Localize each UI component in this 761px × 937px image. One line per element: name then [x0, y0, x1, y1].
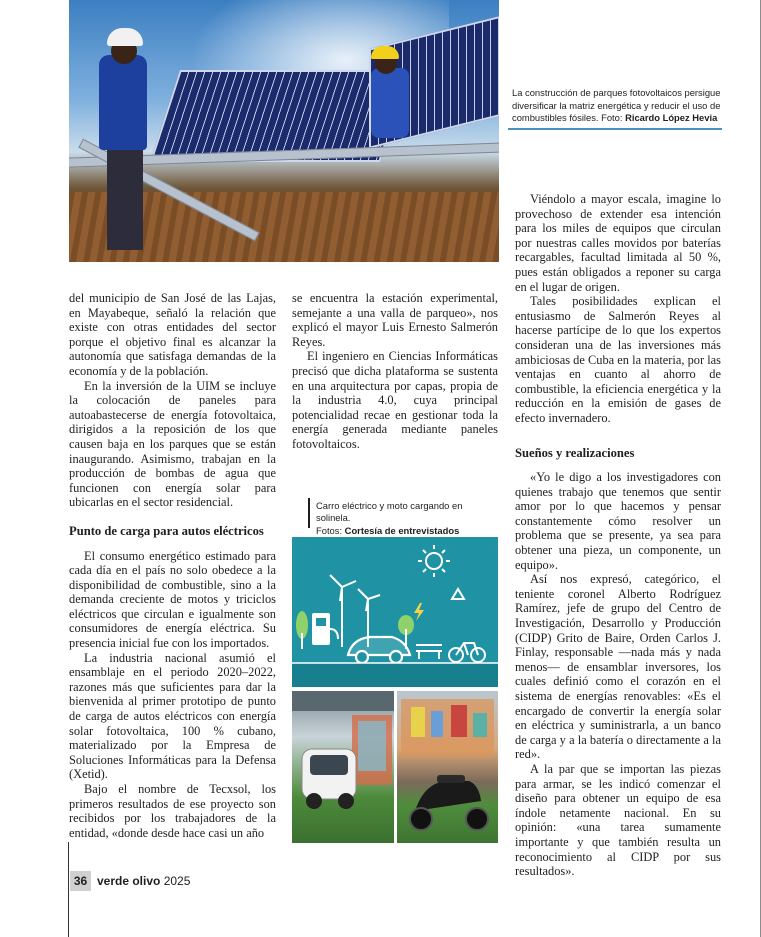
footer-rule: [68, 842, 69, 937]
electric-moto-photo: [397, 691, 498, 843]
bench-icon: [416, 645, 442, 659]
car-graphic: [292, 691, 394, 843]
hero-photo-solar-panels: [69, 0, 499, 262]
figure-caption-text: Carro eléctrico y moto cargando en solinela.: [316, 500, 463, 524]
page-number: 36: [70, 871, 91, 891]
article-column-3: [515, 192, 721, 879]
electric-car-icon: [348, 637, 410, 663]
sun-icon: [426, 553, 442, 569]
lightning-icon: [414, 603, 424, 621]
section-heading: Sueños y realizaciones: [515, 445, 635, 460]
paragraph: Tales posibilidades explican el entusiasmo de Salmerón Reyes al hacerse partícipe de lo que los expertos consideran una de las inversiones más ambiciosas de Cuba en la materia, por las ventajas en cuanto al ahorro de combustible, la eficiencia energética y la reducción en la emisión de gases de efecto invernadero.: [515, 294, 721, 425]
photo-credit: Ricardo López Hevia: [625, 112, 718, 124]
magazine-year: 2025: [163, 874, 191, 888]
magazine-title: verde olivo: [97, 874, 161, 888]
caption-rule: [508, 128, 722, 130]
paragraph: El ingeniero en Ciencias Informáticas precisó que dicha plataforma se sustenta en una arquitectura por capas, propia de la industria 4.0, cuya principal potencialidad recae en gestionar toda la energía generada mediante paneles fotovoltaicos.: [292, 349, 498, 451]
bicycle-icon: [449, 643, 485, 662]
paragraph: Así nos expresó, categórico, el teniente coronel Alberto Rodríguez Ramírez, jefe de grupo del Centro de Investigación, Desarrollo y Producción (CIDP) Grito de Baire, Orden Carlos J. Finlay, responsable —nada más y nada menos— de ensamblar inversores, los cuales definió como el corazón en el sistema de energías renovables: «Es el encargado de convertir la energía solar en eléctrica y suministrarla, a un banco de carga y a la batería o directamente a la red».: [515, 572, 721, 762]
article-column-2: [292, 291, 498, 452]
caption-bar: [308, 498, 310, 528]
paragraph: del municipio de San José de las Lajas, en Mayabeque, señaló la relación que existe con otras entidades del sector porque el objetivo final es alcanzar la autonomía que satisfaga demandas de la economía y de la población.: [69, 291, 276, 378]
paragraph: El consumo energético estimado para cada día en el país no solo obedece a la disponibilidad de combustible, sino a la demanda creciente de motos y triciclos eléctricos que circulan e igualmente son consumidores de energía eléctrica. Su presencia inicial fue con los importados.: [69, 548, 276, 651]
moto-graphic: [397, 691, 498, 843]
section-heading: Punto de carga para autos eléctricos: [69, 523, 264, 538]
paragraph: La industria nacional asumió el ensamblaje en el periodo 2020–2022, razones más que suficientes para dar la bienvenida al primer prototipo de punto de carga de autos eléctricos con energía solar fotovoltaica, 100 % cubano, materializado por la Empresa de Soluciones Informáticas para la Defensa (Xetid).: [69, 650, 276, 782]
illustration-graphic: [292, 537, 498, 687]
paragraph: En la inversión de la UIM se incluye la colocación de paneles para autoabastecerse de energía fotovoltaica, dirigidos a la reposición de los que causen baja en los parques que se están inaugurando. Asimismo, trabajan en la producción de bombas de agua que funcionen con energía solar para ubicarlas en el sector residencial.: [69, 378, 276, 510]
paragraph: «Yo le digo a los investigadores con quienes trabajo que tenemos que sentir amor por lo que hacemos y pensar constantemente cómo resolver un problema que se presente, ya sea para obtener una pieza, un componente, un equipo».: [515, 470, 721, 572]
clean-energy-illustration: [292, 537, 498, 687]
article-column-1: [69, 291, 276, 840]
figure-credit: Cortesía de entrevistados: [344, 524, 460, 536]
paragraph: Viéndolo a mayor escala, imagine lo provechoso de extender esa intención para los miles de equipos que circulan por nuestras calles movidos por baterías recargables, facultad limitada al 50 %, pues están obligados a reponer su carga en el lugar de origen.: [515, 192, 721, 294]
magazine-name: [97, 872, 190, 890]
electric-car-photo: [292, 691, 394, 843]
recycle-icon: [452, 589, 464, 599]
photo-caption-text: La construcción de parques fotovoltaicos persigue diversificar la matriz energética y reducir el uso de combustibles fósiles. Foto:: [512, 87, 721, 124]
paragraph: A la par que se importan las piezas para armar, se les indicó comenzar el diseño para obtener un equipo de esa índole netamente nacional. En su opinión: «una tarea sumamente importante y que también resulta un reconocimiento al CIDP por sus resultados».: [515, 761, 721, 879]
figure-caption: [316, 500, 496, 537]
charging-station-icon: [312, 613, 338, 645]
figure-caption-prefix: Fotos:: [316, 524, 343, 536]
paragraph: se encuentra la estación experimental, semejante a una valla de parqueo», nos explicó el mayor Luis Ernesto Salmerón Reyes.: [292, 291, 498, 349]
paragraph: Bajo el nombre de Tecxsol, los primeros resultados de ese proyecto son recibidos por los trabajadores de la entidad, «donde desde hace casi un año: [69, 782, 276, 840]
photo-caption: [512, 87, 724, 125]
